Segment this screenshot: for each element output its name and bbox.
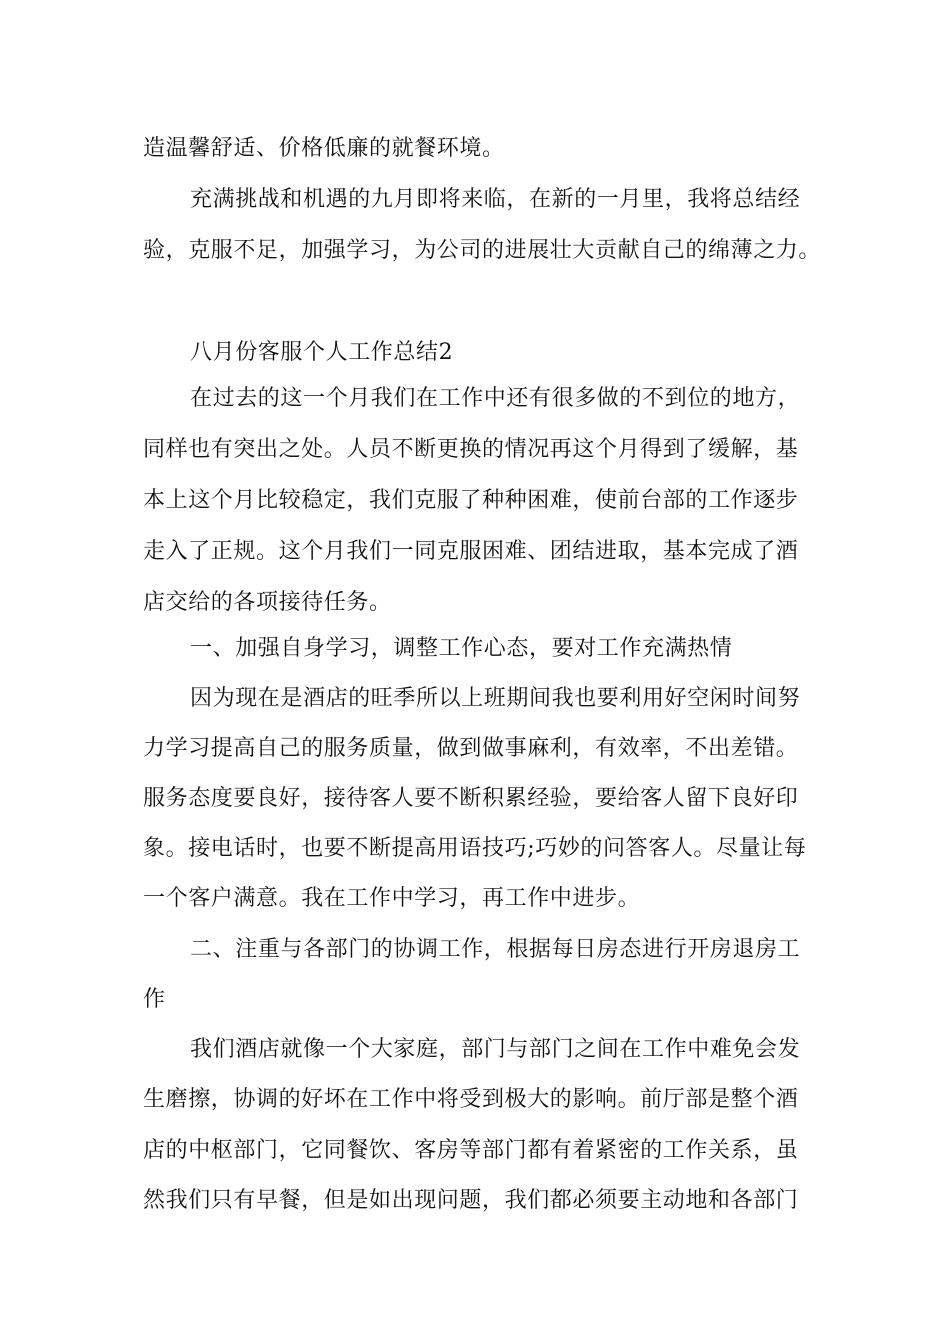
subheading: 作 (143, 987, 166, 1012)
text-line: 我们酒店就像一个大家庭，部门与部门之间在工作中难免会发 (190, 1037, 801, 1062)
subheading: 一、加强自身学习，调整工作心态，要对工作充满热情 (190, 636, 733, 661)
section-heading: 八月份客服个人工作总结2 (190, 340, 454, 365)
text-line: 充满挑战和机遇的九月即将来临，在新的一月里，我将总结经 (190, 187, 801, 212)
text-line: 在过去的这一个月我们在工作中还有很多做的不到位的地方， (190, 386, 801, 411)
text-line: 生磨擦，协调的好坏在工作中将受到极大的影响。前厅部是整个酒 (143, 1087, 799, 1112)
text-line: 走入了正规。这个月我们一同克服困难、团结进取，基本完成了酒 (143, 539, 799, 564)
subheading: 二、注重与各部门的协调工作，根据每日房态进行开房退房工 (190, 937, 801, 962)
text-line: 店的中枢部门，它同餐饮、客房等部门都有着紧密的工作关系，虽 (143, 1138, 799, 1163)
text-line: 因为现在是酒店的旺季所以上班期间我也要利用好空闲时间努 (190, 686, 801, 711)
text-line: 一个客户满意。我在工作中学习，再工作中进步。 (143, 886, 641, 911)
text-line: 验，克服不足，加强学习，为公司的进展壮大贡献自己的绵薄之力。 (143, 238, 822, 263)
text-line: 服务态度要良好，接待客人要不断积累经验，要给客人留下良好印 (143, 786, 799, 811)
text-line: 同样也有突出之处。人员不断更换的情况再这个月得到了缓解，基 (143, 437, 799, 462)
text-line: 本上这个月比较稳定，我们克服了种种困难，使前台部的工作逐步 (143, 488, 799, 513)
text-line: 店交给的各项接待任务。 (143, 590, 392, 615)
text-line: 象。接电话时，也要不断提高用语技巧;巧妙的问答客人。尽量让每 (143, 836, 807, 861)
text-line: 造温馨舒适、价格低廉的就餐环境。 (143, 136, 505, 161)
text-line: 力学习提高自己的服务质量，做到做事麻利，有效率，不出差错。 (143, 736, 799, 761)
text-line: 然我们只有早餐，但是如出现问题，我们都必须要主动地和各部门 (143, 1188, 799, 1213)
